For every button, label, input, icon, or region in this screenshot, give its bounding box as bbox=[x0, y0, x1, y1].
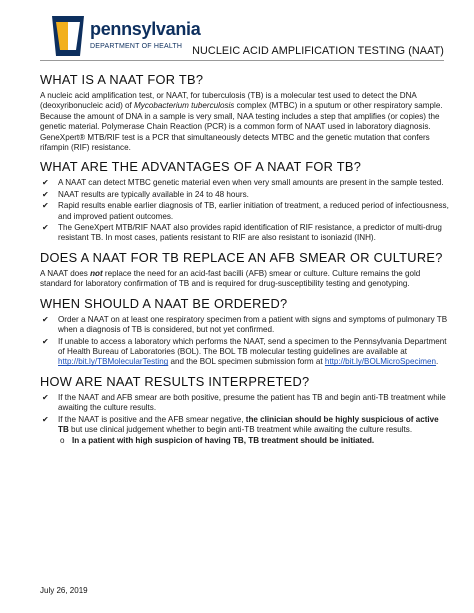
replace-paragraph: A NAAT does not replace the need for an acid-fast bacilli (AFB) smear or culture. Culture remains the gold standard for laboratory confirmation of TB and is required for drug-susceptibility testing and genotyping. bbox=[40, 268, 421, 289]
checkmark-icon: ✔ bbox=[42, 392, 49, 402]
header-divider bbox=[40, 60, 444, 61]
document-title: NUCLEIC ACID AMPLIFICATION TESTING (NAAT) bbox=[192, 45, 444, 57]
list-item: ✔ NAAT results are typically available in 24 to 48 hours. bbox=[42, 189, 249, 199]
section-heading-interpret: HOW ARE NAAT RESULTS INTERPRETED? bbox=[40, 373, 310, 389]
keystone-logo-icon bbox=[50, 14, 86, 58]
pa-health-logo bbox=[50, 10, 200, 62]
list-item: o In a patient with high suspicion of having TB, TB treatment should be initiated. bbox=[60, 436, 375, 446]
checkmark-icon: ✔ bbox=[42, 314, 49, 324]
circle-bullet-icon: o bbox=[60, 436, 65, 446]
section-heading-advantages: WHAT ARE THE ADVANTAGES OF A NAAT FOR TB? bbox=[40, 159, 362, 175]
section-heading-replace: DOES A NAAT FOR TB REPLACE AN AFB SMEAR OR CULTURE? bbox=[40, 249, 443, 265]
list-item: ✔ The GeneXpert MTB/RIF NAAT also provides rapid identification of RIF resistance, a predictor of multi-drug resistant TB. In most cases, patients resistant to RIF are also resistant to isoniazid (INH). bbox=[42, 223, 442, 243]
checkmark-icon: ✔ bbox=[42, 414, 49, 424]
bol-specimen-form-link[interactable]: http://bit.ly/BOLMicroSpecimen bbox=[324, 357, 437, 367]
tb-molecular-testing-link[interactable]: http://bit.ly/TBMolecularTesting bbox=[58, 357, 169, 367]
advantages-list bbox=[40, 178, 450, 243]
section-heading-when: WHEN SHOULD A NAAT BE ORDERED? bbox=[40, 295, 288, 311]
checkmark-icon: ✔ bbox=[42, 223, 49, 233]
checkmark-icon: ✔ bbox=[42, 201, 49, 211]
interpret-sublist bbox=[40, 436, 450, 446]
when-list bbox=[40, 315, 450, 368]
logo-department: DEPARTMENT OF HEALTH bbox=[90, 43, 183, 50]
interpret-list bbox=[40, 393, 450, 436]
checkmark-icon: ✔ bbox=[42, 189, 49, 199]
document-content bbox=[40, 66, 450, 447]
list-item: ✔ Rapid results enable earlier diagnosis of TB, earlier initiation of treatment, a reduced period of infectiousness, and improved patient outcomes. bbox=[42, 201, 449, 221]
list-item: ✔ If unable to access a laboratory which performs the NAAT, send a specimen to the Pennsylvania Department of Health Bureau of Laboratories (BOL). The BOL TB molecular testing guidelines are available at http://bit.ly/TBMolecularTesting and the BOL specimen submission form at http://bit.ly/BOLMicroSpecimen. bbox=[42, 336, 447, 367]
checkmark-icon: ✔ bbox=[42, 336, 49, 346]
footer-date: July 26, 2019 bbox=[40, 586, 88, 595]
list-item: ✔ If the NAAT is positive and the AFB smear negative, the clinician should be highly suspicious of active TB but use clinical judgement whether to begin anti-TB treatment while awaiting the culture results. bbox=[42, 414, 439, 434]
what-paragraph: A nucleic acid amplification test, or NAAT, for tuberculosis (TB) is a molecular test used to detect the DNA (deoxyribonucleic acid) of Mycobacterium tuberculosis complex (MTBC) in a sputum or other respiratory sample. Because the amount of DNA in a sample is very small, NAA testing includes a step that amplifies (or copies) the genetic material. Polymerase Chain Reaction (PCR) is a common form of NAAT used in laboratory diagnosis. GeneXpert® MTB/RIF test is a PCR that simultaneously detects MTBC and the genetic mutation that confers rifampin (RIF) resistance. bbox=[40, 91, 443, 153]
logo-wordmark: pennsylvania bbox=[90, 19, 201, 39]
checkmark-icon: ✔ bbox=[42, 178, 49, 188]
list-item: ✔ A NAAT can detect MTBC genetic material even when very small amounts are present in the sample tested. bbox=[42, 178, 444, 188]
section-heading-what: WHAT IS A NAAT FOR TB? bbox=[40, 72, 204, 87]
list-item: ✔ If the NAAT and AFB smear are both positive, presume the patient has TB and begin anti-TB treatment while awaiting the culture results. bbox=[42, 392, 446, 413]
list-item: ✔ Order a NAAT on at least one respiratory specimen from a patient with signs and symptoms of pulmonary TB when a diagnosis of TB is considered, but not yet confirmed. bbox=[42, 314, 448, 335]
